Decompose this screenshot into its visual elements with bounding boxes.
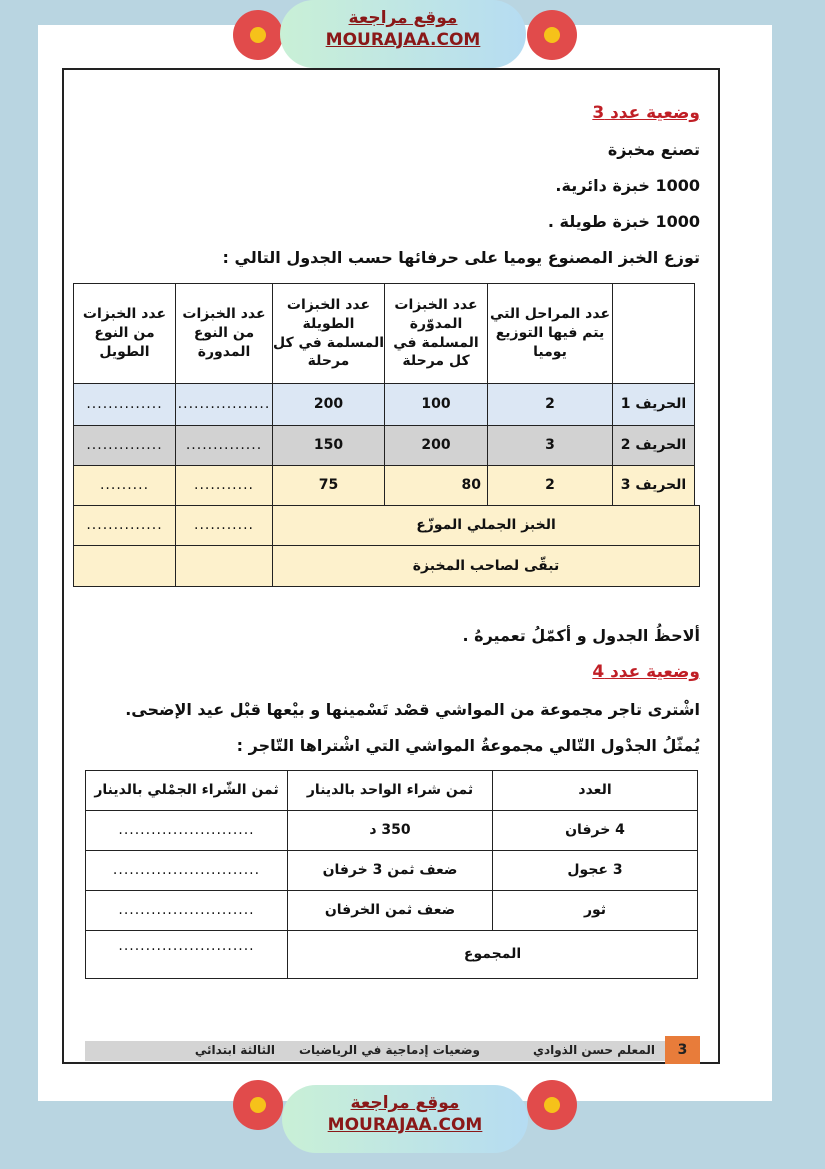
count-cell: 4 خرفان <box>492 810 698 851</box>
answer-cell[interactable]: .............. <box>73 383 176 426</box>
table2-header: ثمن الشّراء الجمْلي بالدينار <box>85 770 288 811</box>
table1-header: عدد الخبزات المدوّرة المسلمة في كل مرحلة <box>384 283 488 384</box>
table1-header-corner <box>612 283 695 384</box>
banner-latin: MOURAJAA.COM <box>325 30 481 50</box>
site-banner-bottom[interactable] <box>282 1085 528 1153</box>
answer-cell[interactable]: ........... <box>175 505 273 546</box>
count-cell: ثور <box>492 890 698 931</box>
site-logo-icon <box>527 1080 577 1130</box>
round-cell: 80 <box>384 465 488 506</box>
unit-price-cell: ضعف ثمن 3 خرفان <box>287 850 493 891</box>
long-cell: 150 <box>272 425 385 466</box>
footer-subject: وضعيات إدماجية في الرياضيات <box>298 1043 480 1057</box>
unit-price-cell: 350 د <box>287 810 493 851</box>
site-banner-top[interactable] <box>280 0 526 68</box>
stages-cell: 2 <box>487 383 613 426</box>
banner-arabic: موقع مراجعة <box>348 8 458 28</box>
round-cell: 200 <box>384 425 488 466</box>
footer-level: الثالثة ابتدائي <box>194 1043 275 1057</box>
situation4-line: اشْترى تاجر مجموعة من المواشي قصْد تَسْمينها و بيْعها قبْل عيد الإضحى. <box>125 700 700 719</box>
answer-cell[interactable] <box>73 545 176 587</box>
site-logo-icon <box>233 10 283 60</box>
answer-cell[interactable]: .............. <box>73 505 176 546</box>
situation3-line: 1000 خبزة دائرية. <box>555 176 700 195</box>
table1-header: عدد الخبزات من النوع الطويل <box>73 283 176 384</box>
round-cell: 100 <box>384 383 488 426</box>
page-number: 3 <box>665 1036 700 1064</box>
banner-latin: MOURAJAA.COM <box>327 1115 483 1135</box>
table1-header: عدد الخبزات من النوع المدورة <box>175 283 273 384</box>
answer-cell[interactable]: .............. <box>73 425 176 466</box>
site-logo-icon <box>233 1080 283 1130</box>
answer-cell[interactable]: ........................... <box>85 850 288 891</box>
row-label: الحريف 1 <box>612 383 695 426</box>
banner-arabic: موقع مراجعة <box>350 1093 460 1113</box>
answer-cell[interactable]: ......... <box>73 465 176 506</box>
situation4-title: وضعية عدد 4 <box>592 662 700 682</box>
situation3-line: توزع الخبز المصنوع يوميا على حرفائها حسب الجدول التالي : <box>222 248 700 267</box>
table2-header: ثمن شراء الواحد بالدينار <box>287 770 493 811</box>
page-footer <box>85 1041 665 1061</box>
situation3-instruction: ألاحظُ الجدول و أكمّلُ تعميرهُ . <box>462 626 700 645</box>
total-distributed-label: الخبز الجملي الموزّع <box>272 505 700 546</box>
situation3-line: 1000 خبزة طويلة . <box>547 212 700 231</box>
row-label: الحريف 2 <box>612 425 695 466</box>
stages-cell: 3 <box>487 425 613 466</box>
footer-teacher: المعلم حسن الذوادي <box>532 1043 655 1057</box>
remaining-label: تبقّى لصاحب المخبزة <box>272 545 700 587</box>
unit-price-cell: ضعف ثمن الخرفان <box>287 890 493 931</box>
site-logo-icon <box>527 10 577 60</box>
answer-cell[interactable]: ................. <box>175 383 273 426</box>
answer-cell[interactable]: .............. <box>175 425 273 466</box>
answer-cell[interactable]: ......................... <box>85 810 288 851</box>
situation3-title: وضعية عدد 3 <box>592 103 700 123</box>
count-cell: 3 عجول <box>492 850 698 891</box>
long-cell: 75 <box>272 465 385 506</box>
total-label: المجموع <box>287 930 698 979</box>
table2-header: العدد <box>492 770 698 811</box>
answer-cell[interactable]: ........... <box>175 465 273 506</box>
answer-cell[interactable]: ......................... <box>85 890 288 931</box>
long-cell: 200 <box>272 383 385 426</box>
answer-cell[interactable]: ......................... <box>85 930 288 979</box>
situation4-line: يُمثّلُ الجدْول التّالي مجموعةُ المواشي التي اشْتراها التّاجر : <box>236 736 700 755</box>
answer-cell[interactable] <box>175 545 273 587</box>
situation3-line: تصنع مخبزة <box>607 140 700 159</box>
row-label: الحريف 3 <box>612 465 695 506</box>
table1-header: عدد المراحل التي يتم فيها التوزيع يوميا <box>487 283 613 384</box>
table1-header: عدد الخبزات الطويلة المسلمة في كل مرحلة <box>272 283 385 384</box>
stages-cell: 2 <box>487 465 613 506</box>
